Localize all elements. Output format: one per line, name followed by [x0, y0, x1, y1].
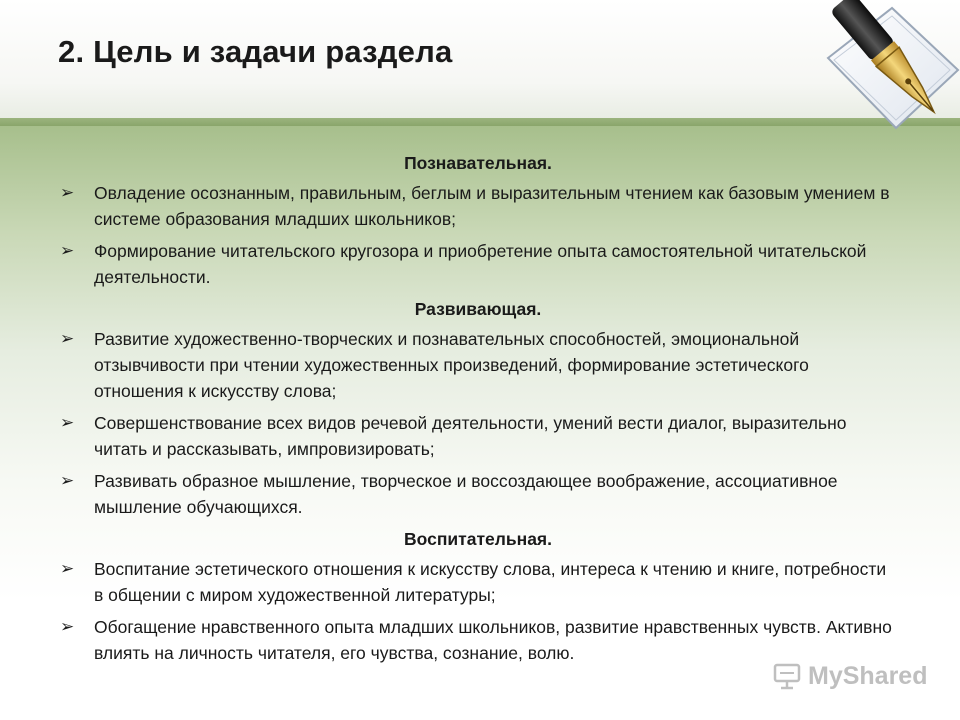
section-developing — [58, 296, 898, 520]
list-item — [58, 238, 898, 290]
arrow-bullet-icon: ➢ — [60, 241, 75, 260]
arrow-bullet-icon: ➢ — [60, 559, 75, 578]
list-item-text: Совершенствование всех видов речевой деятельности, умений вести диалог, выразительно читать и рассказывать, импровизировать; — [94, 413, 847, 459]
arrow-bullet-icon: ➢ — [60, 617, 75, 636]
list-item-text: Развивать образное мышление, творческое и воссоздающее воображение, ассоциативное мышление обучающихся. — [94, 471, 838, 517]
watermark-text: MyShared — [808, 661, 928, 690]
section-heading: Познавательная. — [404, 153, 552, 173]
watermark — [772, 658, 927, 694]
presentation-board-icon — [772, 661, 802, 691]
arrow-bullet-icon: ➢ — [60, 471, 75, 490]
list-item — [58, 468, 898, 520]
arrow-bullet-icon: ➢ — [60, 413, 75, 432]
list-item-text: Развитие художественно-творческих и познавательных способностей, эмоциональной отзывчивости при чтении художественных произведений, формирование эстетического отношения к искусству слова; — [94, 329, 809, 401]
list-item — [58, 180, 898, 232]
slide-body — [58, 150, 898, 672]
list-item — [58, 556, 898, 608]
page-title: 2. Цель и задачи раздела — [58, 34, 453, 69]
section-educational — [58, 526, 898, 666]
arrow-bullet-icon: ➢ — [60, 329, 75, 348]
fountain-pen-icon — [800, 0, 960, 150]
list-item-text: Овладение осознанным, правильным, беглым и выразительным чтением как базовым умением в системе образования младших школьников; — [94, 183, 890, 229]
list-item-text: Воспитание эстетического отношения к искусству слова, интереса к чтению и книге, потребности в общении с миром художественной литературы; — [94, 559, 887, 605]
section-cognitive — [58, 150, 898, 290]
list-item-text: Формирование читательского кругозора и приобретение опыта самостоятельной читательской деятельности. — [94, 241, 867, 287]
arrow-bullet-icon: ➢ — [60, 183, 75, 202]
section-heading: Воспитательная. — [403, 529, 552, 549]
list-item-text: Обогащение нравственного опыта младших школьников, развитие нравственных чувств. Активно влиять на личность читателя, его чувства, сознание, волю. — [94, 617, 892, 663]
list-item — [58, 410, 898, 462]
list-item — [58, 326, 898, 404]
section-heading: Развивающая. — [414, 299, 542, 319]
